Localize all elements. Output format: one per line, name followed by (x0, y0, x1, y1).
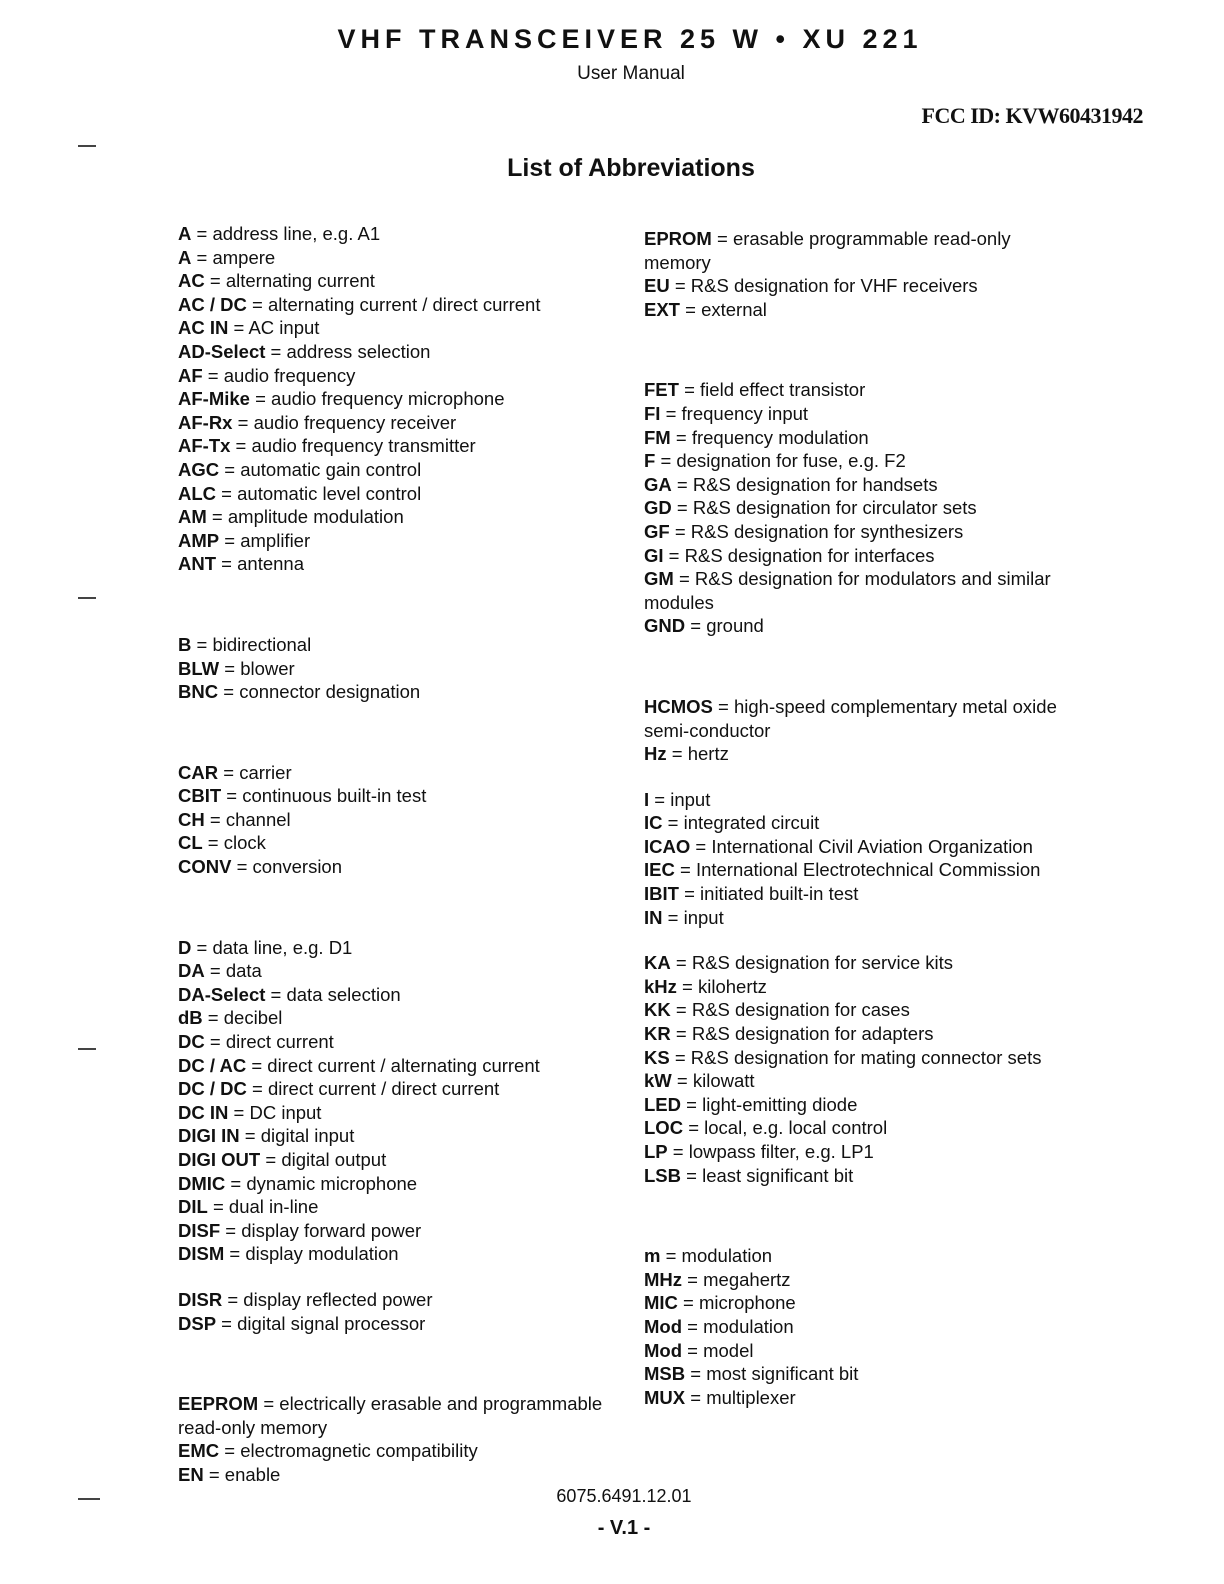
abbreviation-definition: alternating current / direct current (267, 293, 541, 315)
abbr-group (644, 1244, 1074, 1409)
abbreviation-entry: MIC = microphone (644, 1292, 796, 1314)
abbreviation-definition: R&S designation for mating connector sets (690, 1046, 1042, 1068)
abbreviation-definition: ground (706, 615, 764, 637)
abbreviation-definition: direct current / direct current (267, 1078, 500, 1100)
abbreviation-entry: IBIT = initiated built-in test (644, 883, 859, 905)
document-title: VHF TRANSCEIVER 25 W • XU 221 (337, 24, 923, 54)
abbreviation-term: CL (178, 832, 203, 854)
abbreviation-definition: frequency modulation (691, 426, 869, 448)
abbreviation-definition: conversion (252, 856, 343, 878)
abbreviation-term: DIGI IN (178, 1125, 240, 1147)
abbreviation-term: IC (644, 812, 663, 834)
abbreviation-definition: amplitude modulation (227, 506, 404, 528)
abbreviation-term: MUX (644, 1386, 686, 1408)
abbreviation-definition: frequency input (681, 402, 809, 424)
abbreviation-term: A (178, 246, 192, 268)
abbreviation-definition: megahertz (703, 1268, 791, 1290)
abbr-group (178, 222, 618, 576)
abbreviation-definition: kilohertz (698, 975, 767, 997)
document-subtitle: User Manual (577, 63, 685, 84)
abbreviation-entry: DMIC = dynamic microphone (178, 1172, 418, 1194)
abbreviation-entry: DA-Select = data selection (178, 983, 401, 1005)
abbreviation-term: FI (644, 402, 661, 424)
abbreviation-definition: dual in-line (228, 1196, 319, 1218)
abbreviation-entry: LOC = local, e.g. local control (644, 1117, 888, 1139)
page-heading: List of Abbreviations (507, 154, 755, 182)
abbreviation-definition: ampere (212, 246, 276, 268)
abbreviation-entry: F = designation for fuse, e.g. F2 (644, 450, 906, 472)
abbreviation-definition: R&S designation for synthesizers (690, 520, 964, 542)
abbreviation-term: I (644, 788, 650, 810)
abbreviation-entry: KS = R&S designation for mating connector sets (644, 1046, 1042, 1068)
abbreviation-term: KS (644, 1046, 670, 1068)
abbreviation-term: AC IN (178, 317, 229, 339)
abbreviation-entry: A = ampere (178, 246, 276, 268)
abbreviation-term: Mod (644, 1339, 683, 1361)
abbreviation-term: DISF (178, 1219, 221, 1241)
abbreviation-term: AGC (178, 458, 220, 480)
abbreviation-entry: AC = alternating current (178, 270, 375, 292)
abbreviation-definition: digital input (260, 1125, 355, 1147)
abbreviation-term: DISR (178, 1288, 223, 1310)
abbreviation-entry: IEC = International Electrotechnical Commission (644, 859, 1041, 881)
abbreviation-definition: amplifier (240, 529, 311, 551)
abbreviation-definition: erasable programmable read-only memory (644, 228, 1011, 273)
abbreviation-definition: integrated circuit (683, 812, 820, 834)
abbreviation-term: IBIT (644, 883, 679, 905)
abbreviation-definition: digital signal processor (237, 1312, 426, 1334)
abbr-group (644, 695, 1074, 766)
scan-mark (78, 597, 96, 599)
abbreviation-definition: enable (224, 1463, 281, 1485)
abbreviation-definition: R&S designation for service kits (691, 952, 953, 974)
abbreviation-term: DISM (178, 1243, 225, 1265)
abbreviation-entry: DA = data (178, 960, 262, 982)
abbreviation-definition: blower (240, 657, 295, 679)
abbreviation-term: AM (178, 506, 207, 528)
abbr-group (178, 761, 618, 879)
abbreviation-entry: Mod = modulation (644, 1315, 794, 1337)
abbreviation-entry: HCMOS = high-speed complementary metal oxide semi-conductor (644, 695, 1057, 741)
abbreviation-term: LP (644, 1141, 668, 1162)
abbreviation-entry: ANT = antenna (178, 553, 304, 575)
abbreviation-definition: address line, e.g. A1 (212, 223, 381, 244)
abbreviation-term: MHz (644, 1268, 683, 1290)
abbreviation-term: GI (644, 544, 664, 566)
scan-mark (78, 145, 96, 147)
abbreviation-definition: kilowatt (692, 1070, 755, 1092)
abbreviation-term: DA (178, 960, 205, 982)
abbreviation-definition: International Civil Aviation Organization (711, 835, 1033, 857)
abbreviation-entry: LED = light-emitting diode (644, 1093, 858, 1115)
fcc-id: FCC ID: KVW60431942 (921, 103, 1143, 128)
abbreviation-term: kW (644, 1070, 672, 1092)
abbreviation-entry: LP = lowpass filter, e.g. LP1 (644, 1141, 874, 1162)
abbreviation-definition: R&S designation for VHF receivers (690, 275, 978, 297)
abbreviation-entry: DSP = digital signal processor (178, 1312, 426, 1334)
abbreviation-definition: external (701, 298, 767, 320)
abbreviation-term: AF (178, 364, 203, 386)
abbreviation-term: BNC (178, 681, 219, 703)
abbreviation-term: FM (644, 426, 671, 448)
abbr-group (644, 227, 1074, 321)
abbreviation-term: DC / AC (178, 1054, 247, 1076)
abbreviation-term: m (644, 1245, 661, 1267)
abbreviation-term: GND (644, 615, 686, 637)
abbreviation-definition: connector designation (239, 681, 421, 703)
abbreviation-entry: AC IN = AC input (178, 317, 320, 339)
abbreviation-term: ICAO (644, 835, 691, 857)
abbreviation-term: GM (644, 568, 674, 590)
abbreviation-entry: D = data line, e.g. D1 (178, 936, 353, 958)
abbreviation-definition: decibel (223, 1007, 283, 1029)
abbreviation-term: CBIT (178, 785, 222, 807)
abbreviation-term: GD (644, 497, 672, 519)
abbreviation-term: EEPROM (178, 1393, 259, 1415)
abbreviation-definition: initiated built-in test (700, 883, 859, 905)
abbreviation-entry: IN = input (644, 906, 724, 928)
abbreviation-entry: FET = field effect transistor (644, 379, 866, 401)
document-number: 6075.6491.12.01 (556, 1486, 692, 1506)
abbreviation-entry: AMP = amplifier (178, 529, 311, 551)
abbreviation-entry: kW = kilowatt (644, 1070, 755, 1092)
abbreviation-definition: DC input (249, 1101, 322, 1123)
abbreviation-definition: most significant bit (706, 1363, 859, 1385)
abbreviation-definition: carrier (239, 761, 292, 783)
abbreviation-term: FET (644, 379, 679, 401)
abbreviation-term: EPROM (644, 228, 712, 249)
abbreviation-entry: Mod = model (644, 1339, 754, 1361)
abbreviation-term: KA (644, 952, 671, 974)
abbreviation-definition: digital output (281, 1149, 387, 1170)
abbreviation-term: DIGI OUT (178, 1149, 261, 1170)
abbreviation-entry: I = input (644, 788, 711, 810)
abbreviation-definition: field effect transistor (700, 379, 866, 401)
abbreviation-entry: DISR = display reflected power (178, 1288, 433, 1310)
abbreviation-definition: International Electrotechnical Commission (695, 859, 1041, 881)
abbreviation-entry: EU = R&S designation for VHF receivers (644, 275, 978, 297)
abbreviation-entry: kHz = kilohertz (644, 975, 767, 997)
abbreviation-term: D (178, 936, 192, 958)
abbreviation-entry: dB = decibel (178, 1007, 283, 1029)
abbreviation-term: ALC (178, 482, 217, 504)
abbreviation-entry: AC / DC = alternating current / direct current (178, 293, 541, 315)
abbreviation-definition: data line, e.g. D1 (212, 936, 353, 958)
abbreviation-definition: bidirectional (212, 633, 312, 655)
abbreviation-definition: display forward power (241, 1219, 422, 1241)
abbreviation-definition: R&S designation for adapters (691, 1023, 934, 1045)
abbreviation-definition: audio frequency microphone (271, 388, 505, 410)
abbreviation-definition: alternating current (225, 270, 375, 292)
abbreviation-term: Hz (644, 743, 667, 765)
abbreviation-definition: dynamic microphone (246, 1172, 418, 1194)
abbr-group (178, 936, 618, 1266)
abbreviation-term: MIC (644, 1292, 678, 1314)
abbr-group (178, 1288, 618, 1335)
abbreviation-definition: continuous built-in test (242, 785, 427, 807)
abbreviation-entry: KA = R&S designation for service kits (644, 952, 953, 974)
abbreviation-term: DC (178, 1031, 205, 1053)
abbreviation-definition: antenna (237, 553, 304, 575)
abbreviations-left-column (178, 222, 618, 1487)
abbreviation-definition: address selection (286, 340, 431, 362)
abbreviation-definition: automatic gain control (240, 458, 422, 480)
abbreviation-entry: AF-Rx = audio frequency receiver (178, 411, 457, 433)
abbreviation-entry: Hz = hertz (644, 743, 729, 765)
abbreviation-term: DA-Select (178, 983, 266, 1005)
abbreviation-definition: R&S designation for cases (691, 999, 910, 1021)
abbreviation-term: AD-Select (178, 340, 266, 362)
page-number: - V.1 - (597, 1517, 651, 1539)
abbreviation-entry: KK = R&S designation for cases (644, 999, 910, 1021)
abbreviation-definition: channel (225, 808, 291, 830)
abbreviation-entry: A = address line, e.g. A1 (178, 223, 381, 244)
abbreviation-definition: direct current (225, 1031, 334, 1053)
abbreviation-term: AF-Tx (178, 435, 231, 457)
abbreviation-term: KR (644, 1023, 671, 1045)
abbreviation-entry: EPROM = erasable programmable read-only memory (644, 228, 1011, 273)
abbreviation-term: AC / DC (178, 293, 247, 315)
abbreviation-entry: m = modulation (644, 1245, 773, 1267)
abbreviation-definition: data (225, 960, 262, 982)
abbreviation-entry: MHz = megahertz (644, 1268, 791, 1290)
abbreviation-entry: FM = frequency modulation (644, 426, 869, 448)
abbr-group (178, 1392, 618, 1486)
abbreviation-term: KK (644, 999, 671, 1021)
abbreviation-term: LOC (644, 1117, 684, 1139)
abbreviation-definition: direct current / alternating current (267, 1054, 540, 1076)
abbreviation-term: A (178, 223, 192, 244)
abbreviation-entry: DC IN = DC input (178, 1101, 322, 1123)
abbreviation-entry: GI = R&S designation for interfaces (644, 544, 935, 566)
abbreviation-entry: ICAO = International Civil Aviation Organization (644, 835, 1033, 857)
abbreviation-definition: electromagnetic compatibility (240, 1440, 478, 1462)
abbreviation-definition: R&S designation for modulators and similar modules (644, 568, 1051, 613)
abbreviation-entry: MSB = most significant bit (644, 1363, 859, 1385)
abbreviation-term: kHz (644, 975, 677, 997)
abbreviation-entry: GND = ground (644, 615, 764, 637)
abbreviation-definition: audio frequency receiver (253, 411, 457, 433)
abbreviation-entry: EMC = electromagnetic compatibility (178, 1440, 478, 1462)
abbreviation-entry: BNC = connector designation (178, 681, 421, 703)
abbreviation-entry: AF-Mike = audio frequency microphone (178, 388, 505, 410)
abbreviation-entry: DIGI OUT = digital output (178, 1149, 387, 1170)
abbreviation-term: CAR (178, 761, 219, 783)
abbreviation-term: GA (644, 473, 672, 495)
abbreviation-definition: high-speed complementary metal oxide semi-conductor (644, 695, 1057, 741)
abbreviation-definition: electrically erasable and programmable read-only memory (178, 1393, 603, 1438)
abbreviation-definition: lowpass filter, e.g. LP1 (688, 1141, 874, 1162)
abbreviation-definition: modulation (681, 1245, 773, 1267)
abbreviation-entry: CONV = conversion (178, 856, 343, 878)
abbreviation-term: EXT (644, 298, 680, 320)
abbreviation-definition: designation for fuse, e.g. F2 (676, 450, 906, 472)
abbreviation-definition: light-emitting diode (702, 1093, 858, 1115)
abbreviation-term: AC (178, 270, 205, 292)
abbreviation-entry: EEPROM = electrically erasable and programmable read-only memory (178, 1393, 603, 1438)
abbreviation-entry: CBIT = continuous built-in test (178, 785, 427, 807)
abbreviation-entry: FI = frequency input (644, 402, 809, 424)
abbreviation-term: DC / DC (178, 1078, 247, 1100)
abbreviation-term: DSP (178, 1312, 217, 1334)
abbreviation-term: IEC (644, 859, 675, 881)
abbreviation-definition: multiplexer (706, 1386, 796, 1408)
abbreviation-definition: data selection (286, 983, 401, 1005)
abbreviation-term: EN (178, 1463, 204, 1485)
abbreviation-definition: audio frequency (223, 364, 356, 386)
abbreviation-definition: input (670, 788, 711, 810)
abbreviation-definition: local, e.g. local control (704, 1117, 888, 1139)
abbreviation-entry: DISF = display forward power (178, 1219, 422, 1241)
abbreviation-definition: modulation (703, 1315, 794, 1337)
abbreviation-definition: automatic level control (237, 482, 422, 504)
abbreviation-definition: input (683, 906, 724, 928)
abbreviation-entry: CL = clock (178, 832, 266, 854)
abbreviation-definition: hertz (687, 743, 729, 765)
abbreviation-term: BLW (178, 657, 220, 679)
abbreviation-entry: AM = amplitude modulation (178, 506, 404, 528)
abbreviation-entry: CAR = carrier (178, 761, 292, 783)
abbreviation-definition: model (703, 1339, 754, 1361)
abbreviation-term: ANT (178, 553, 217, 575)
abbreviation-term: GF (644, 520, 670, 542)
abbreviation-definition: display reflected power (243, 1288, 433, 1310)
abbreviation-entry: B = bidirectional (178, 633, 312, 655)
abbreviation-entry: DC = direct current (178, 1031, 334, 1053)
abbreviation-entry: GF = R&S designation for synthesizers (644, 520, 964, 542)
abbreviation-term: MSB (644, 1363, 686, 1385)
abbreviation-entry: DIGI IN = digital input (178, 1125, 355, 1147)
abbreviation-definition: R&S designation for interfaces (684, 544, 935, 566)
abbreviation-term: LED (644, 1093, 681, 1115)
abbreviation-entry: EXT = external (644, 298, 767, 320)
abbreviation-entry: EN = enable (178, 1463, 281, 1485)
abbreviation-entry: IC = integrated circuit (644, 812, 820, 834)
abbreviation-term: EU (644, 275, 670, 297)
abbreviation-entry: AGC = automatic gain control (178, 458, 422, 480)
abbr-group (644, 788, 1074, 930)
abbreviation-entry: AF-Tx = audio frequency transmitter (178, 435, 476, 457)
abbreviation-term: AMP (178, 529, 220, 551)
abbreviation-term: IN (644, 906, 663, 928)
abbreviations-right-column (644, 227, 1074, 1409)
abbreviation-term: DC IN (178, 1101, 229, 1123)
scan-mark (78, 1048, 96, 1050)
abbreviation-entry: CH = channel (178, 808, 291, 830)
abbreviation-term: LSB (644, 1164, 681, 1186)
abbreviation-entry: DC / AC = direct current / alternating current (178, 1054, 540, 1076)
abbreviation-entry: LSB = least significant bit (644, 1164, 854, 1186)
abbreviation-entry: DISM = display modulation (178, 1243, 399, 1265)
abbreviation-definition: least significant bit (702, 1164, 854, 1186)
abbreviation-term: CH (178, 808, 205, 830)
abbreviation-entry: AF = audio frequency (178, 364, 356, 386)
abbreviation-definition: R&S designation for circulator sets (692, 497, 977, 519)
abbreviation-entry: KR = R&S designation for adapters (644, 1023, 934, 1045)
abbreviation-term: HCMOS (644, 695, 713, 717)
abbreviation-term: AF-Rx (178, 411, 233, 433)
abbreviation-term: DMIC (178, 1172, 226, 1194)
abbr-group (178, 633, 618, 704)
abbreviation-entry: BLW = blower (178, 657, 295, 679)
abbreviation-entry: GA = R&S designation for handsets (644, 473, 938, 495)
abbreviation-definition: R&S designation for handsets (692, 473, 938, 495)
abbreviation-term: CONV (178, 856, 232, 878)
abbr-group (644, 378, 1074, 638)
abbreviation-definition: AC input (248, 317, 320, 339)
abbreviation-definition: display modulation (245, 1243, 399, 1265)
abbreviation-term: AF-Mike (178, 388, 250, 410)
abbreviation-entry: ALC = automatic level control (178, 482, 422, 504)
abbr-group (644, 951, 1074, 1187)
abbreviation-entry: AD-Select = address selection (178, 340, 431, 362)
abbreviation-term: dB (178, 1007, 203, 1029)
abbreviation-entry: GD = R&S designation for circulator sets (644, 497, 977, 519)
abbreviation-term: F (644, 450, 656, 472)
abbreviation-term: B (178, 633, 192, 655)
abbreviation-definition: microphone (699, 1292, 796, 1314)
abbreviation-definition: clock (223, 832, 266, 854)
abbreviation-term: EMC (178, 1440, 220, 1462)
abbreviation-entry: DIL = dual in-line (178, 1196, 319, 1218)
abbreviation-entry: MUX = multiplexer (644, 1386, 796, 1408)
abbreviation-entry: GM = R&S designation for modulators and similar modules (644, 568, 1051, 613)
abbreviation-entry: DC / DC = direct current / direct current (178, 1078, 500, 1100)
abbreviation-definition: audio frequency transmitter (251, 435, 476, 457)
abbreviation-term: DIL (178, 1196, 208, 1218)
abbreviation-term: Mod (644, 1315, 683, 1337)
